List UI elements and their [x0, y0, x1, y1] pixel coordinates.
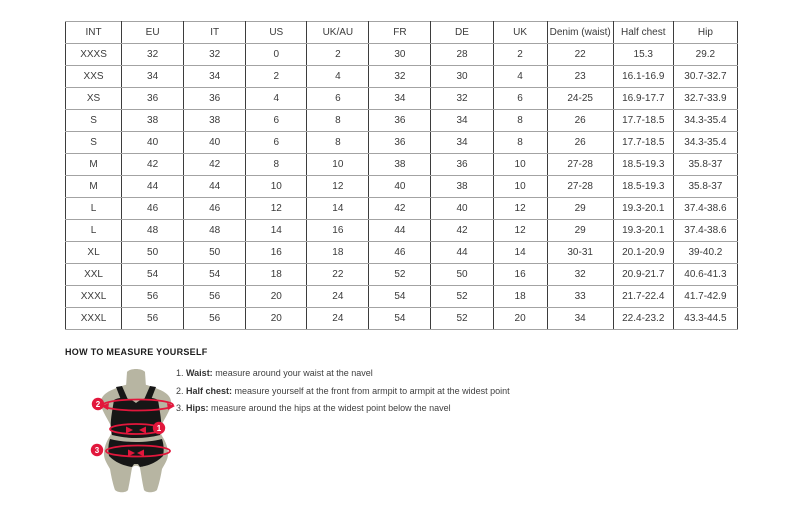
table-cell: 15.3	[613, 44, 673, 66]
table-cell: 22	[307, 264, 369, 286]
table-cell: 20	[246, 286, 307, 308]
size-table-body	[66, 44, 738, 330]
table-cell: 29	[547, 220, 613, 242]
table-cell: 20	[493, 308, 547, 330]
table-cell: 8	[307, 132, 369, 154]
column-header: INT	[66, 22, 122, 44]
table-row	[66, 44, 738, 66]
table-cell: 54	[184, 264, 246, 286]
table-cell: 10	[493, 176, 547, 198]
measure-step-half-chest	[176, 387, 510, 397]
table-cell: 34.3-35.4	[673, 132, 737, 154]
table-cell: 38	[431, 176, 493, 198]
table-cell: 32	[122, 44, 184, 66]
table-cell: 56	[122, 286, 184, 308]
table-cell: 8	[307, 110, 369, 132]
table-cell: 29.2	[673, 44, 737, 66]
table-row	[66, 308, 738, 330]
table-cell: 44	[184, 176, 246, 198]
column-header: UK	[493, 22, 547, 44]
table-cell: 27-28	[547, 176, 613, 198]
table-cell: 30	[369, 44, 431, 66]
measure-step-hips	[176, 404, 510, 414]
table-cell: 42	[431, 220, 493, 242]
table-cell: 16	[493, 264, 547, 286]
table-row	[66, 242, 738, 264]
table-cell: 40	[184, 132, 246, 154]
step-label: Waist:	[186, 368, 213, 378]
table-cell: 14	[307, 198, 369, 220]
table-cell: 44	[122, 176, 184, 198]
table-cell: 34	[431, 132, 493, 154]
table-cell: 54	[369, 286, 431, 308]
table-cell: 40.6-41.3	[673, 264, 737, 286]
table-cell: 2	[307, 44, 369, 66]
table-cell: 44	[369, 220, 431, 242]
table-cell: 41.7-42.9	[673, 286, 737, 308]
table-cell: 37.4-38.6	[673, 220, 737, 242]
column-header: US	[246, 22, 307, 44]
step-number: 3.	[176, 403, 187, 413]
measure-point-3-number: 3	[94, 446, 100, 455]
table-cell: 12	[246, 198, 307, 220]
table-cell: 4	[246, 88, 307, 110]
table-cell: 34	[369, 88, 431, 110]
table-row	[66, 264, 738, 286]
table-row	[66, 66, 738, 88]
table-cell: S	[66, 110, 122, 132]
column-header: FR	[369, 22, 431, 44]
table-cell: 32.7-33.9	[673, 88, 737, 110]
table-cell: XS	[66, 88, 122, 110]
column-header: EU	[122, 22, 184, 44]
size-table	[65, 21, 738, 330]
table-cell: 29	[547, 198, 613, 220]
table-cell: 35.8-37	[673, 154, 737, 176]
table-cell: 46	[369, 242, 431, 264]
table-cell: 14	[246, 220, 307, 242]
table-cell: 32	[184, 44, 246, 66]
step-label: Half chest:	[186, 385, 233, 396]
table-cell: 6	[246, 132, 307, 154]
table-cell: 28	[431, 44, 493, 66]
table-cell: 24-25	[547, 88, 613, 110]
table-cell: 54	[369, 308, 431, 330]
table-cell: 16.9-17.7	[613, 88, 673, 110]
measurement-figure	[84, 368, 188, 496]
table-cell: 50	[122, 242, 184, 264]
table-cell: 2	[493, 44, 547, 66]
table-cell: M	[66, 176, 122, 198]
column-header: DE	[431, 22, 493, 44]
table-cell: 34	[547, 308, 613, 330]
table-cell: 36	[431, 154, 493, 176]
table-cell: 52	[431, 286, 493, 308]
table-cell: 17.7-18.5	[613, 132, 673, 154]
measure-point-1-number: 1	[156, 424, 162, 433]
table-cell: 46	[122, 198, 184, 220]
table-cell: 6	[493, 88, 547, 110]
table-cell: 18.5-19.3	[613, 176, 673, 198]
table-cell: 20	[246, 308, 307, 330]
table-cell: 40	[431, 198, 493, 220]
table-cell: 38	[369, 154, 431, 176]
table-cell: 56	[184, 308, 246, 330]
table-cell: 22.4-23.2	[613, 308, 673, 330]
table-cell: 16.1-16.9	[613, 66, 673, 88]
table-cell: 56	[122, 308, 184, 330]
step-label: Hips:	[186, 403, 209, 413]
table-cell: 10	[307, 154, 369, 176]
table-cell: 21.7-22.4	[613, 286, 673, 308]
table-cell: 40	[122, 132, 184, 154]
table-cell: 2	[246, 66, 307, 88]
measure-section-heading: HOW TO MEASURE YOURSELF	[65, 347, 208, 357]
mannequin-illustration	[84, 368, 188, 496]
table-cell: 23	[547, 66, 613, 88]
table-cell: 26	[547, 132, 613, 154]
table-cell: 32	[547, 264, 613, 286]
table-cell: 6	[307, 88, 369, 110]
table-cell: 34	[184, 66, 246, 88]
table-cell: 19.3-20.1	[613, 220, 673, 242]
measure-point-2-number: 2	[95, 400, 101, 409]
table-cell: 17.7-18.5	[613, 110, 673, 132]
table-cell: 10	[493, 154, 547, 176]
table-cell: 50	[431, 264, 493, 286]
table-cell: 26	[547, 110, 613, 132]
table-cell: 34.3-35.4	[673, 110, 737, 132]
step-text: measure yourself at the front from armpit to armpit at the widest point	[232, 385, 510, 396]
table-cell: 50	[184, 242, 246, 264]
table-cell: 12	[307, 176, 369, 198]
table-cell: 30-31	[547, 242, 613, 264]
column-header: Denim (waist)	[547, 22, 613, 44]
table-cell: XL	[66, 242, 122, 264]
table-cell: 18.5-19.3	[613, 154, 673, 176]
table-cell: 27-28	[547, 154, 613, 176]
table-cell: 36	[369, 132, 431, 154]
table-cell: 34	[431, 110, 493, 132]
table-cell: 35.8-37	[673, 176, 737, 198]
table-cell: 4	[307, 66, 369, 88]
table-row	[66, 286, 738, 308]
table-row	[66, 220, 738, 242]
table-row	[66, 88, 738, 110]
table-cell: 0	[246, 44, 307, 66]
table-cell: 20.9-21.7	[613, 264, 673, 286]
table-row	[66, 110, 738, 132]
table-cell: 56	[184, 286, 246, 308]
table-cell: 54	[122, 264, 184, 286]
table-cell: XXXL	[66, 286, 122, 308]
table-cell: 12	[493, 198, 547, 220]
table-cell: 8	[493, 110, 547, 132]
column-header: Half chest	[613, 22, 673, 44]
step-text: measure around the hips at the widest point below the navel	[208, 403, 451, 413]
column-header: IT	[184, 22, 246, 44]
table-cell: 32	[431, 88, 493, 110]
column-header: UK/AU	[307, 22, 369, 44]
table-cell: S	[66, 132, 122, 154]
table-cell: 24	[307, 308, 369, 330]
table-cell: XXXS	[66, 44, 122, 66]
table-cell: 18	[493, 286, 547, 308]
table-cell: 38	[122, 110, 184, 132]
table-cell: 48	[122, 220, 184, 242]
table-cell: M	[66, 154, 122, 176]
table-cell: 34	[122, 66, 184, 88]
table-row	[66, 154, 738, 176]
measure-steps	[176, 369, 510, 422]
table-cell: 52	[431, 308, 493, 330]
table-cell: 48	[184, 220, 246, 242]
table-row	[66, 132, 738, 154]
table-cell: 39-40.2	[673, 242, 737, 264]
step-number: 1.	[176, 368, 187, 378]
table-cell: 32	[369, 66, 431, 88]
table-cell: 37.4-38.6	[673, 198, 737, 220]
table-cell: XXXL	[66, 308, 122, 330]
table-cell: 46	[184, 198, 246, 220]
table-cell: 44	[431, 242, 493, 264]
table-cell: 18	[307, 242, 369, 264]
table-cell: 22	[547, 44, 613, 66]
table-cell: 18	[246, 264, 307, 286]
column-header: Hip	[673, 22, 737, 44]
table-cell: 24	[307, 286, 369, 308]
table-cell: 42	[369, 198, 431, 220]
table-cell: 36	[184, 88, 246, 110]
table-cell: 42	[184, 154, 246, 176]
table-cell: 8	[246, 154, 307, 176]
table-cell: 20.1-20.9	[613, 242, 673, 264]
size-table-header-row	[66, 22, 738, 44]
table-cell: 36	[369, 110, 431, 132]
table-cell: XXL	[66, 264, 122, 286]
table-cell: 12	[493, 220, 547, 242]
table-cell: 8	[493, 132, 547, 154]
table-row	[66, 198, 738, 220]
table-cell: 10	[246, 176, 307, 198]
table-cell: 42	[122, 154, 184, 176]
table-cell: 6	[246, 110, 307, 132]
table-cell: L	[66, 198, 122, 220]
table-cell: 40	[369, 176, 431, 198]
table-cell: 33	[547, 286, 613, 308]
table-cell: 52	[369, 264, 431, 286]
table-cell: 16	[246, 242, 307, 264]
table-cell: 30.7-32.7	[673, 66, 737, 88]
table-cell: 38	[184, 110, 246, 132]
table-cell: 43.3-44.5	[673, 308, 737, 330]
table-cell: 36	[122, 88, 184, 110]
table-cell: XXS	[66, 66, 122, 88]
table-cell: 30	[431, 66, 493, 88]
step-number: 2.	[176, 385, 187, 396]
measure-step-waist	[176, 369, 510, 379]
table-cell: L	[66, 220, 122, 242]
table-cell: 4	[493, 66, 547, 88]
table-cell: 16	[307, 220, 369, 242]
table-row	[66, 176, 738, 198]
step-text: measure around your waist at the navel	[212, 368, 373, 378]
table-cell: 19.3-20.1	[613, 198, 673, 220]
table-cell: 14	[493, 242, 547, 264]
